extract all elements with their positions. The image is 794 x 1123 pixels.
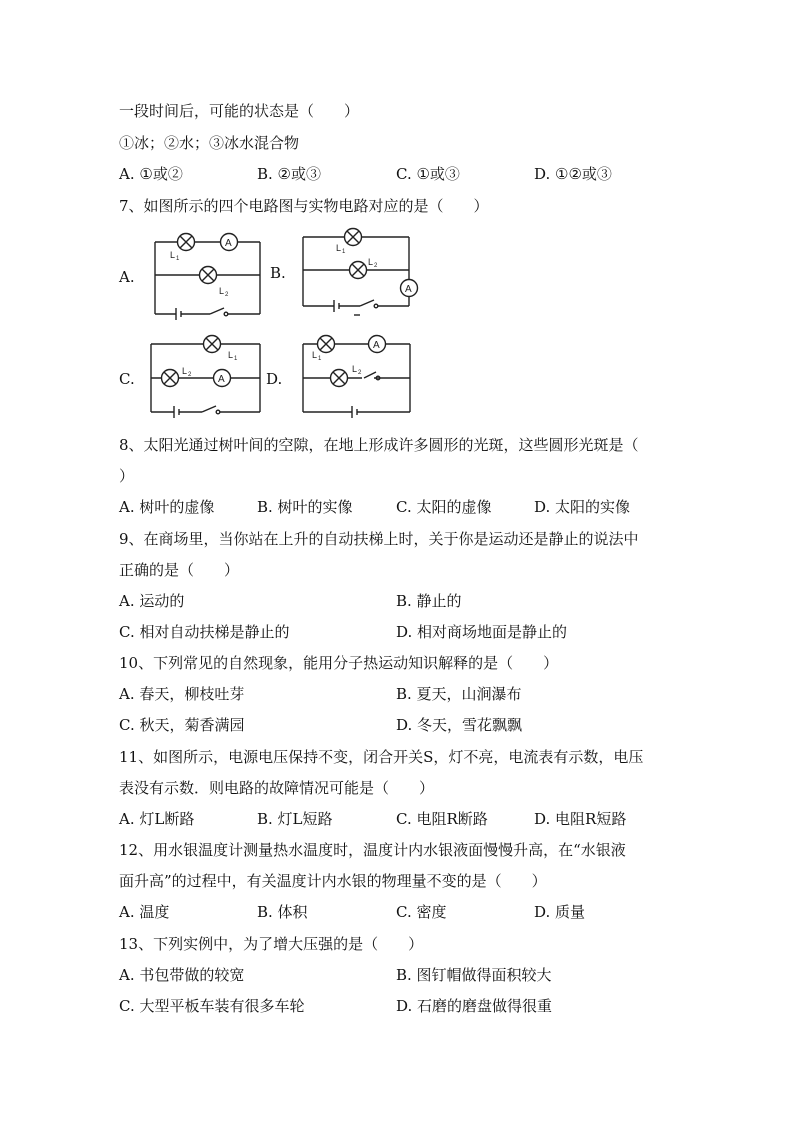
ammeter-label: A [218,374,225,385]
option-d: D. ①②或③ [534,165,612,183]
question-8-stem-cont: ） [119,467,135,485]
option-a: A. 春天，柳枝吐芽 [119,685,245,703]
question-11-stem-cont: 表没有示数．则电路的故障情况可能是（ ） [119,779,435,797]
option-c: C. 相对自动扶梯是静止的 [119,623,290,641]
svg-text:L: L [352,364,358,374]
circuit-diagram-c [146,330,270,422]
option-d: D. 太阳的实像 [534,498,631,516]
option-c: C. 太阳的虚像 [396,498,492,516]
svg-text:L: L [312,350,318,360]
question-12-stem: 12、用水银温度计测量热水温度时，温度计内水银液面慢慢升高，在“水银液 [119,841,626,859]
svg-text:1: 1 [318,356,322,362]
ammeter-label: A [373,340,380,351]
option-c: C. ①或③ [396,165,460,183]
question-12-stem-cont: 面升高”的过程中，有关温度计内水银的物理量不变的是（ ） [119,872,547,890]
circuit-b-label: B. [270,264,286,282]
ammeter-label: A [405,284,412,295]
question-8-stem: 8、太阳光通过树叶间的空隙，在地上形成许多圆形的光斑，这些圆形光斑是（ [119,436,639,454]
option-c: C. 密度 [396,903,447,921]
question-stem: 一段时间后，可能的状态是（ ） [119,102,360,120]
option-b: B. 静止的 [396,592,462,610]
option-a: A. 运动的 [119,592,185,610]
option-c: C. 大型平板车装有很多车轮 [119,997,305,1015]
svg-text:1: 1 [342,249,346,255]
question-7-stem: 7、如图所示的四个电路图与实物电路对应的是（ ） [119,197,489,215]
question-13-stem: 13、下列实例中，为了增大压强的是（ ） [119,935,424,953]
option-b: B. 灯L短路 [257,810,333,828]
option-d: D. 质量 [534,903,586,921]
svg-text:L: L [170,250,176,260]
circuit-a-label: A. [119,268,135,286]
option-a: A. 书包带做的较宽 [119,966,245,984]
question-9-stem: 9、在商场里，当你站在上升的自动扶梯上时，关于你是运动还是静止的说法中 [119,530,639,548]
option-a: A. 灯L断路 [119,810,195,828]
option-d: D. 相对商场地面是静止的 [396,623,568,641]
svg-text:2: 2 [225,292,229,298]
circuit-diagram-b [298,224,422,320]
option-a: A. 树叶的虚像 [119,498,215,516]
circuit-c-label: C. [119,370,135,388]
option-b: B. 体积 [257,903,308,921]
svg-text:1: 1 [234,356,238,362]
option-c: C. 秋天，菊香满园 [119,716,245,734]
option-a: A. ①或② [119,165,183,183]
option-a: A. 温度 [119,903,170,921]
question-stem: ①冰；②水；③冰水混合物 [119,134,300,152]
svg-text:2: 2 [188,372,192,378]
option-c: C. 电阻R断路 [396,810,488,828]
svg-text:2: 2 [358,370,362,376]
svg-text:L: L [182,366,188,376]
option-b: B. ②或③ [257,165,322,183]
circuit-diagram-d [298,330,422,422]
circuit-diagram-a [150,228,270,320]
svg-text:L: L [228,350,234,360]
option-d: D. 冬天，雪花飘飘 [396,716,523,734]
ammeter-label: A [225,238,232,249]
question-9-stem-cont: 正确的是（ ） [119,561,240,579]
option-d: D. 电阻R短路 [534,810,627,828]
option-d: D. 石磨的磨盘做得很重 [396,997,553,1015]
option-b: B. 夏天，山涧瀑布 [396,685,522,703]
svg-text:L: L [368,257,374,267]
option-b: B. 图钉帽做得面积较大 [396,966,552,984]
svg-text:L: L [219,286,225,296]
question-10-stem: 10、下列常见的自然现象，能用分子热运动知识解释的是（ ） [119,654,559,672]
option-b: B. 树叶的实像 [257,498,353,516]
svg-text:1: 1 [176,256,180,262]
circuit-d-label: D. [266,370,283,388]
svg-text:2: 2 [374,263,378,269]
question-11-stem: 11、如图所示，电源电压保持不变，闭合开关S，灯不亮，电流表有示数，电压 [119,748,644,766]
svg-text:L: L [336,243,342,253]
